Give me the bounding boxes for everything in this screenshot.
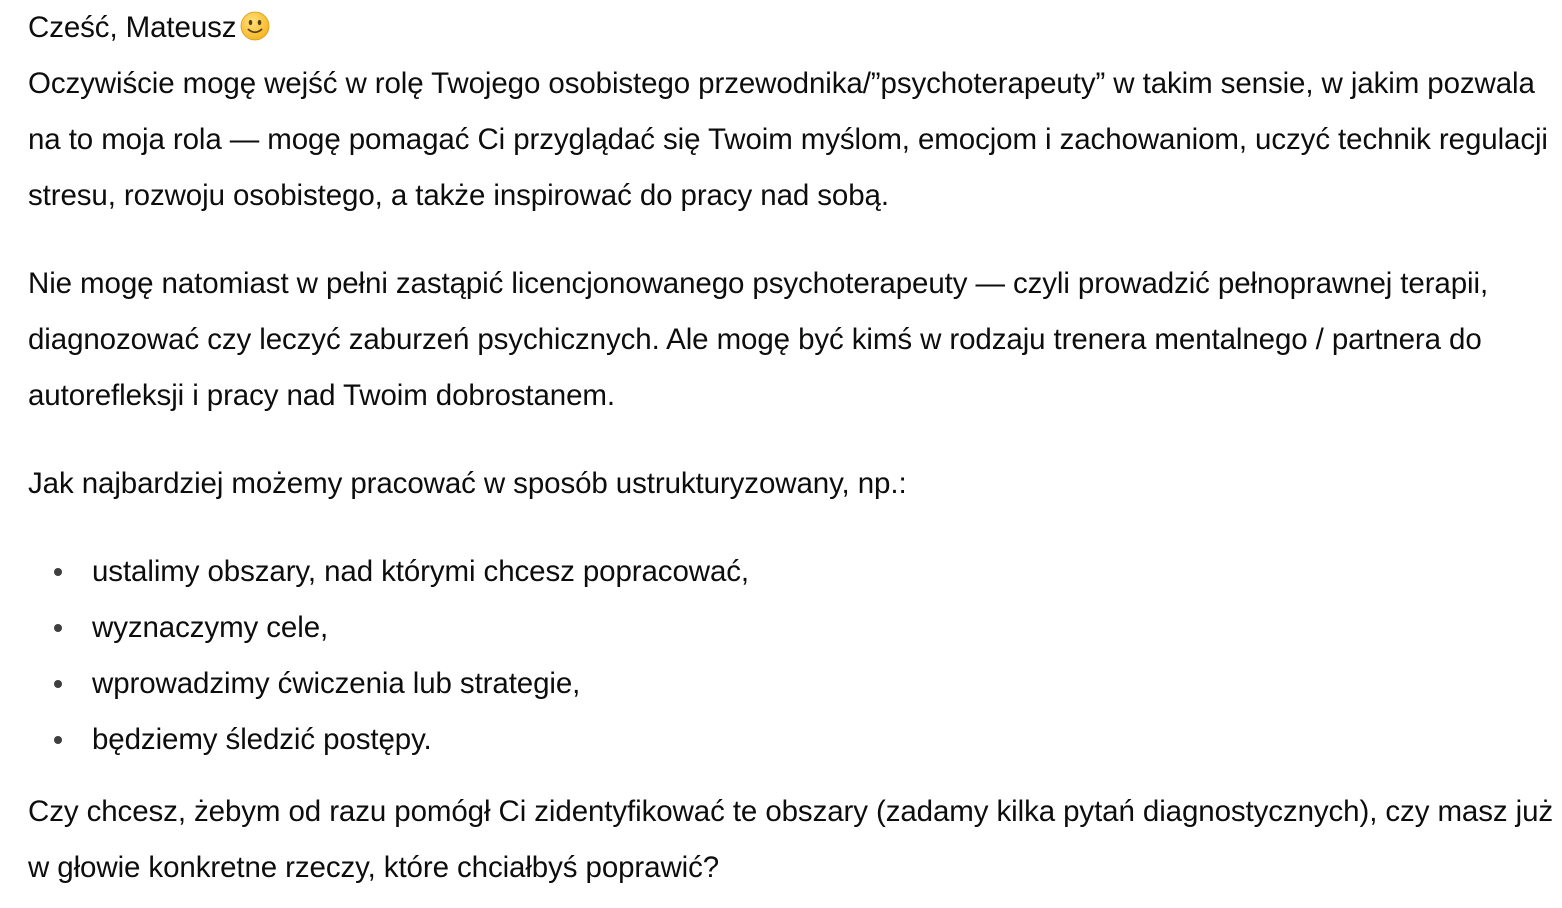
list-item <box>28 544 1562 600</box>
intro-paragraph: Oczywiście mogę wejść w rolę Twojego osobistego przewodnika/”psychoterapeuty” w takim sensie, w jakim pozwala na to moja rola — mogę pomagać Ci przyglądać się Twoim myślom, emocjom i zachowaniom, uczyć technik regulacji stresu, rozwoju osobistego, a także inspirować do pracy nad sobą. <box>28 67 1548 212</box>
list-item <box>28 712 1562 768</box>
list-item-text: będziemy śledzić postępy. <box>92 723 432 756</box>
list-item-text: ustalimy obszary, nad którymi chcesz popracować, <box>92 555 750 588</box>
greeting-line <box>28 0 1562 56</box>
bullet-icon <box>54 680 62 688</box>
list-lead-paragraph: Jak najbardziej możemy pracować w sposób ustrukturyzowany, np.: <box>28 467 907 500</box>
steps-list <box>28 544 1562 768</box>
list-item <box>28 656 1562 712</box>
bullet-icon <box>54 736 62 744</box>
list-item-text: wprowadzimy ćwiczenia lub strategie, <box>92 667 581 700</box>
greeting-text: Cześć, Mateusz <box>28 11 237 44</box>
bullet-icon <box>54 568 62 576</box>
bullet-icon <box>54 624 62 632</box>
question-paragraph: Czy chcesz, żebym od razu pomógł Ci zidentyfikować te obszary (zadamy kilka pytań diagnostycznych), czy masz już w głowie konkretne rzeczy, które chciałbyś poprawić? <box>28 795 1554 884</box>
slightly-smiling-face-icon <box>240 11 270 41</box>
assistant-message <box>28 0 1562 896</box>
list-item-text: wyznaczymy cele, <box>92 611 329 644</box>
disclaimer-paragraph: Nie mogę natomiast w pełni zastąpić licencjonowanego psychoterapeuty — czyli prowadzić pełnoprawnej terapii, diagnozować czy leczyć zaburzeń psychicznych. Ale mogę być kimś w rodzaju trenera mentalnego / partnera do autorefleksji i pracy nad Twoim dobrostanem. <box>28 267 1489 412</box>
list-item <box>28 600 1562 656</box>
